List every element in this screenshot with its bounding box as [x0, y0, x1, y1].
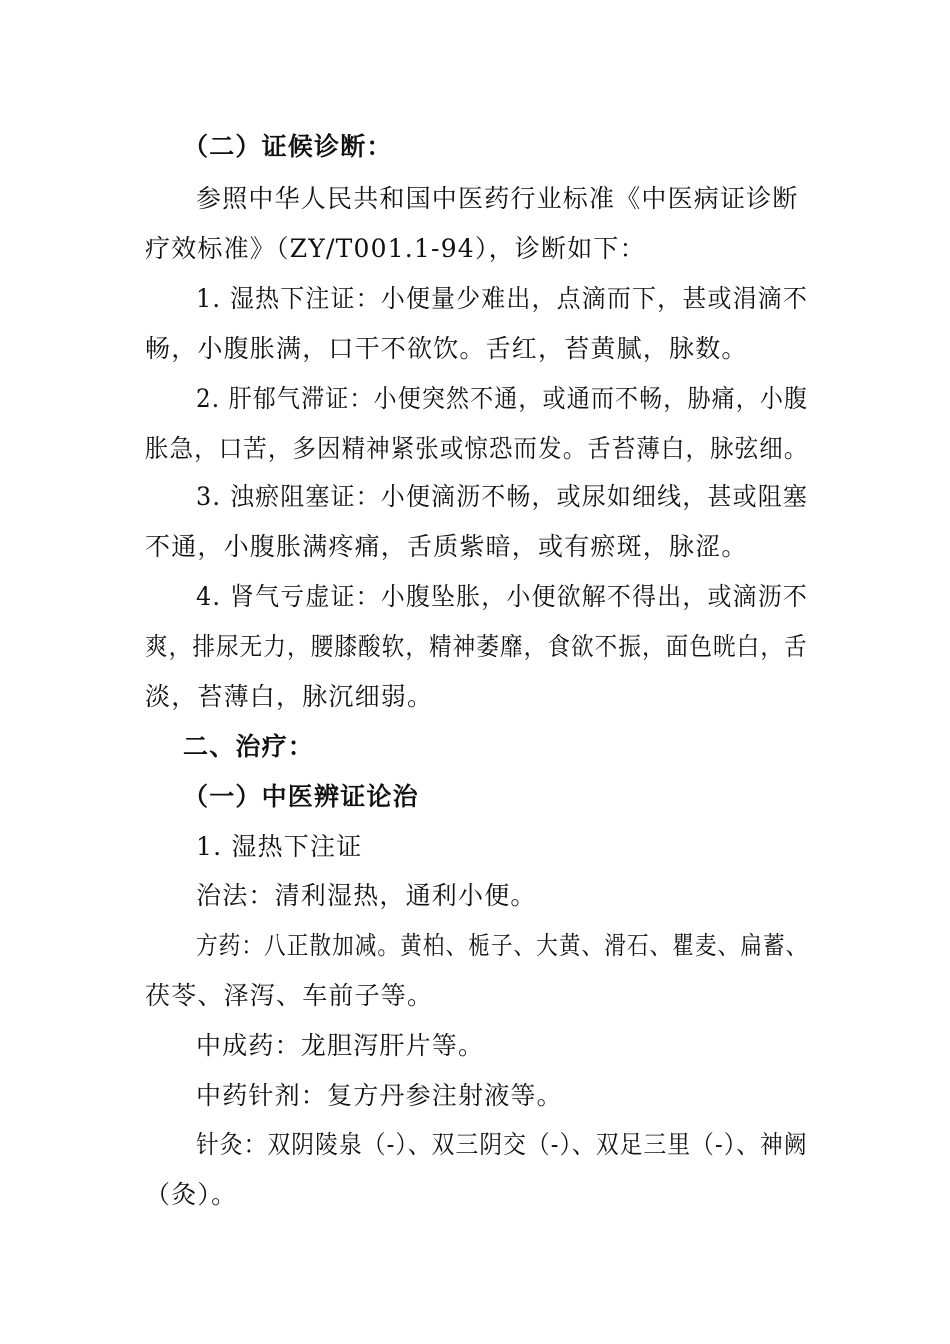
section-heading-treatment: 二、治疗：: [183, 732, 315, 761]
diagnosis-item-4-line3: 淡，苔薄白，脉沉细弱。: [145, 682, 434, 711]
intro-paragraph-line2: 疗效标准》（ZY/T001.1-94），诊断如下：: [145, 234, 646, 263]
section-heading-diagnosis: （二）证候诊断：: [183, 132, 393, 161]
patent-medicine: 中成药：龙胆泻肝片等。: [196, 1031, 485, 1060]
acupuncture-line1: 针灸：双阴陵泉（-）、双三阴交（-）、双足三里（-）、神阙: [196, 1130, 808, 1159]
diagnosis-item-1-line1: 1. 湿热下注证：小便量少难出，点滴而下，甚或涓滴不: [196, 284, 808, 313]
diagnosis-item-3-line1: 3. 浊瘀阻塞证：小便滴沥不畅，或尿如细线，甚或阻塞: [196, 482, 808, 511]
diagnosis-item-4-line2: 爽，排尿无力，腰膝酸软，精神萎靡，食欲不振，面色晄白，舌: [145, 632, 808, 661]
diagnosis-item-3-line2: 不通，小腹胀满疼痛，舌质紫暗，或有瘀斑，脉涩。: [145, 532, 748, 561]
acupuncture-line2: （灸）。: [145, 1180, 238, 1209]
diagnosis-item-1-line2: 畅，小腹胀满，口干不欲饮。舌红，苔黄腻，脉数。: [145, 334, 748, 363]
diagnosis-item-2-line2: 胀急，口苦，多因精神紧张或惊恐而发。舌苔薄白，脉弦细。: [145, 434, 809, 463]
diagnosis-item-4-line1: 4. 肾气亏虚证：小腹坠胀，小便欲解不得出，或滴沥不: [196, 582, 808, 611]
formula-line2: 茯苓、泽泻、车前子等。: [145, 981, 434, 1010]
sub-heading-tcm-syndrome-treatment: （一）中医辨证论治: [183, 782, 419, 811]
treatment-method: 治法：清利湿热，通利小便。: [196, 881, 537, 910]
intro-paragraph-line1: 参照中华人民共和国中医药行业标准《中医病证诊断: [196, 184, 799, 213]
formula-line1: 方药：八正散加减。黄柏、栀子、大黄、滑石、瞿麦、扁蓄、: [196, 931, 809, 960]
diagnosis-item-2-line1: 2. 肝郁气滞证：小便突然不通，或通而不畅，胁痛，小腹: [196, 384, 809, 413]
treatment-item-title: 1. 湿热下注证: [196, 832, 363, 861]
injection: 中药针剂：复方丹参注射液等。: [196, 1081, 563, 1110]
